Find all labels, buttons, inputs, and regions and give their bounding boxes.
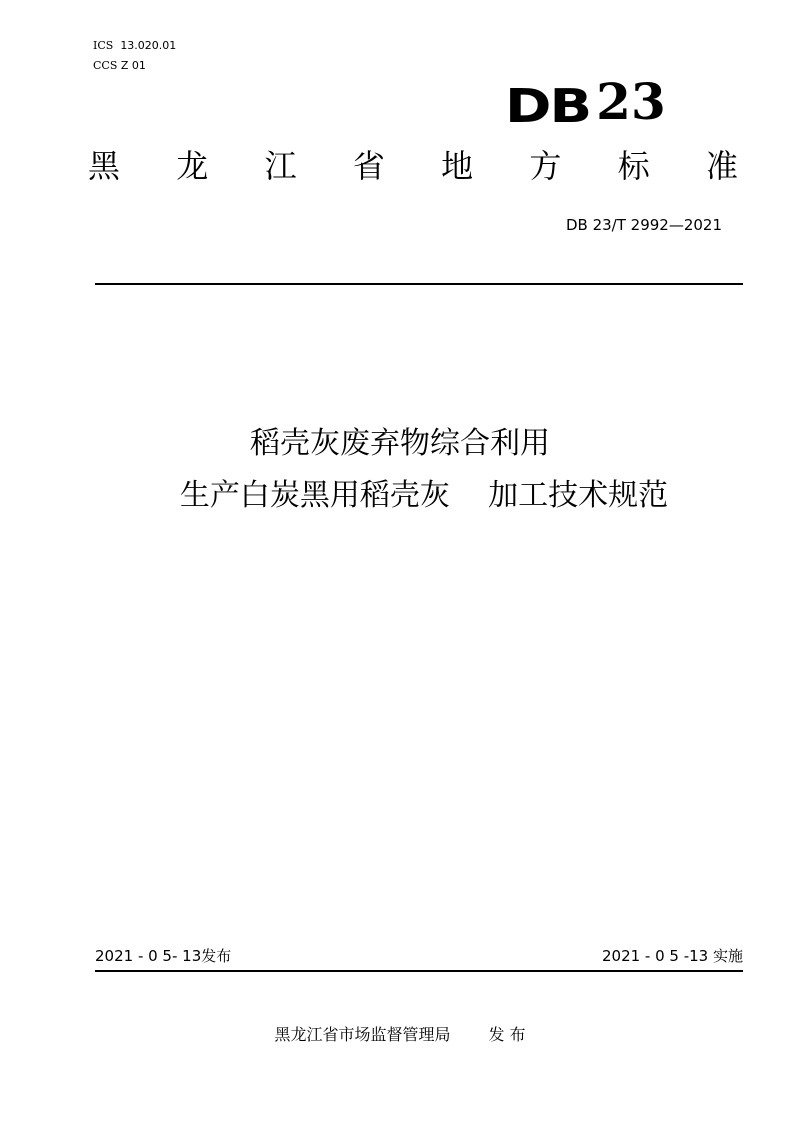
db-logo-number: 23 bbox=[596, 72, 666, 131]
db-logo bbox=[505, 66, 666, 134]
document-title-line-2: 生产白炭黑用稻壳灰 加工技术规范 bbox=[179, 478, 669, 513]
ics-classification bbox=[93, 39, 176, 53]
document-title-line-1: 稻壳灰废弃物综合利用 bbox=[250, 426, 550, 461]
standard-type-char: 江 bbox=[264, 147, 297, 185]
ccs-code: Z 01 bbox=[120, 59, 146, 72]
standard-type-char: 方 bbox=[529, 147, 562, 185]
standard-type-char: 省 bbox=[352, 147, 385, 185]
db-logo-letters: DB bbox=[505, 79, 591, 134]
ccs-classification bbox=[93, 59, 146, 73]
publisher-action: 发 布 bbox=[488, 1025, 526, 1044]
standard-type-char: 黑 bbox=[88, 147, 121, 185]
standard-type-char: 标 bbox=[617, 147, 650, 185]
standard-type-char: 龙 bbox=[176, 147, 209, 185]
standard-code: DB 23/T 2992—2021 bbox=[565, 216, 722, 234]
standard-type-char: 地 bbox=[441, 147, 474, 185]
standard-type-heading bbox=[88, 146, 738, 186]
bottom-divider bbox=[95, 970, 743, 972]
issue-date: 2021 - 0 5- 13发布 bbox=[95, 947, 232, 965]
ccs-label: CCS bbox=[93, 59, 118, 72]
ics-code: 13.020.01 bbox=[120, 39, 177, 52]
implementation-date: 2021 - 0 5 -13 实施 bbox=[601, 947, 743, 965]
top-divider bbox=[95, 283, 743, 285]
ics-label: ICS bbox=[93, 39, 114, 52]
standard-type-char: 准 bbox=[705, 147, 738, 185]
publisher-name: 黑龙江省市场监督管理局 bbox=[274, 1025, 451, 1044]
publisher-line bbox=[0, 1024, 800, 1046]
